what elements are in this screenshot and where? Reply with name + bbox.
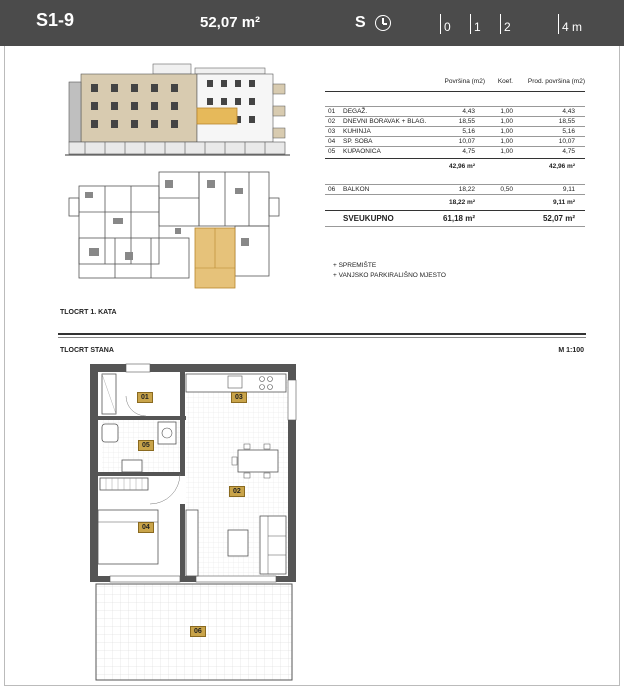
row-num: 05 [328, 148, 336, 155]
divider-top [58, 333, 586, 335]
floor-level-label: TLOCRT 1. KATA [60, 309, 117, 316]
scale-mark-2: 2 [500, 14, 511, 34]
row-coef: 1,00 [500, 108, 513, 115]
rooms-subtotal-net: 42,96 m² [548, 163, 575, 170]
room-label-02: 02 [229, 486, 245, 497]
unit-code: S1-9 [36, 10, 75, 30]
row-net: 9,11 [562, 186, 575, 193]
row-net: 18,55 [558, 118, 575, 125]
floor-plan-thumbnail [65, 168, 290, 293]
orientation-label: S [355, 14, 366, 31]
table-row [325, 116, 585, 126]
room-label-01: 01 [137, 392, 153, 403]
unit-area: 52,07 m² [200, 14, 261, 31]
room-label-03: 03 [231, 392, 247, 403]
drawing-scale: M 1:100 [558, 347, 584, 354]
table-row [325, 126, 585, 136]
row-net: 10,07 [558, 138, 575, 145]
rooms-subtotal-row [325, 158, 585, 174]
grand-total-row [325, 210, 585, 226]
building-facade-image [65, 62, 290, 160]
row-net: 4,43 [562, 108, 575, 115]
note-parking: + VANJSKO PARKIRALIŠNO MJESTO [333, 272, 446, 279]
room-label-04: 04 [138, 522, 154, 533]
row-name: DEGAŽ. [343, 108, 368, 115]
row-area: 18,22 [458, 186, 475, 193]
table-row [325, 106, 585, 116]
row-area: 4,43 [462, 108, 475, 115]
row-area: 5,16 [462, 128, 475, 135]
row-coef: 1,00 [500, 118, 513, 125]
scale-mark-4m: 4 m [558, 14, 582, 34]
row-name: KUHINJA [343, 128, 371, 135]
total-net: 52,07 m² [542, 214, 575, 223]
row-net: 4,75 [562, 148, 575, 155]
col-coef-header: Koef. [497, 78, 513, 85]
balcony-subtotal-row [325, 194, 585, 210]
note-storage: + SPREMIŠTE [333, 262, 377, 269]
row-num: 06 [328, 186, 336, 193]
row-coef: 1,00 [500, 128, 513, 135]
apartment-plan-label: TLOCRT STANA [60, 347, 114, 354]
table-row [325, 184, 585, 194]
row-num: 03 [328, 128, 336, 135]
row-area: 4,75 [462, 148, 475, 155]
table-row [325, 146, 585, 156]
row-name: BALKON [343, 186, 370, 193]
balcony-subtotal-net: 9,11 m² [552, 199, 575, 206]
row-name: SP. SOBA [343, 138, 373, 145]
row-name: KUPAONICA [343, 148, 381, 155]
col-net-header: Prod. površina (m2) [527, 78, 585, 85]
header-bar [0, 0, 624, 46]
row-coef: 1,00 [500, 138, 513, 145]
room-label-05: 05 [138, 440, 154, 451]
rooms-subtotal-area: 42,96 m² [448, 163, 475, 170]
row-coef: 0,50 [500, 186, 513, 193]
row-area: 18,55 [458, 118, 475, 125]
scale-mark-1: 1 [470, 14, 481, 34]
table-header [325, 70, 585, 92]
compass-icon [375, 15, 391, 31]
total-label: SVEUKUPNO [343, 214, 394, 223]
scale-mark-0: 0 [440, 14, 451, 34]
room-label-06: 06 [190, 626, 206, 637]
row-area: 10,07 [458, 138, 475, 145]
divider-bottom [58, 337, 586, 338]
balcony-subtotal-area: 18,22 m² [448, 199, 475, 206]
row-num: 04 [328, 138, 336, 145]
row-num: 02 [328, 118, 336, 125]
col-area-header: Površina (m2) [444, 78, 485, 85]
row-net: 5,16 [562, 128, 575, 135]
row-coef: 1,00 [500, 148, 513, 155]
row-name: DNEVNI BORAVAK + BLAG. [343, 118, 427, 125]
row-num: 01 [328, 108, 336, 115]
table-row [325, 136, 585, 146]
extras-notes [333, 261, 446, 281]
area-table [325, 70, 585, 227]
total-area: 61,18 m² [442, 214, 475, 223]
